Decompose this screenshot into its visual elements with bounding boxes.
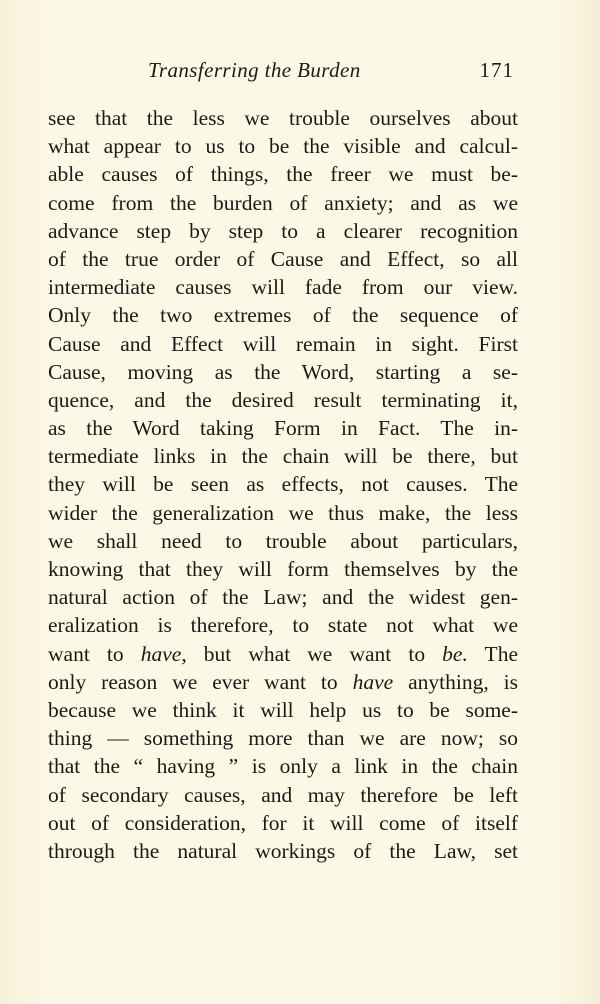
text-line: thing — something more than we are now; so	[48, 726, 518, 751]
running-title: Transferring the Burden	[148, 58, 361, 82]
text-line: natural action of the Law; and the widest gen-	[48, 585, 518, 610]
text-line: because we think it will help us to be some-	[48, 697, 518, 722]
text-line: Cause, moving as the Word, starting a se-	[48, 359, 518, 384]
italic-word-be: be.	[442, 641, 468, 666]
text-line: see that the less we trouble ourselves about	[48, 106, 518, 130]
text-line	[48, 668, 518, 696]
text-line: through the natural workings of the Law, set	[48, 838, 518, 863]
text-line: as the Word taking Form in Fact. The in-	[48, 416, 518, 441]
text-line: of the true order of Cause and Effect, so all	[48, 246, 518, 271]
italic-word-have: have,	[140, 641, 187, 666]
text-run: want to	[48, 641, 141, 666]
text-run: anything, is	[393, 669, 518, 694]
text-line: eralization is therefore, to state not what we	[48, 613, 518, 638]
text-line: out of consideration, for it will come of itself	[48, 810, 518, 835]
text-line: intermediate causes will fade from our view.	[48, 275, 518, 300]
text-run: only reason we ever want to	[48, 669, 353, 694]
text-line: knowing that they will form themselves by the	[48, 557, 518, 581]
text-line: able causes of things, the freer we must be-	[48, 162, 518, 187]
text-line: Cause and Effect will remain in sight. First	[48, 331, 518, 356]
text-line: we shall need to trouble about particulars,	[48, 528, 518, 553]
text-line: that the “ having ” is only a link in the chain	[48, 754, 518, 779]
text-line: termediate links in the chain will be there, but	[48, 444, 518, 469]
text-line: Only the two extremes of the sequence of	[48, 303, 518, 328]
text-line: wider the generalization we thus make, the less	[48, 500, 518, 525]
page-number: 171	[479, 58, 514, 82]
text-line	[48, 640, 518, 668]
text-line: come from the burden of anxiety; and as we	[48, 190, 518, 215]
text-line: they will be seen as effects, not causes. The	[48, 472, 518, 497]
running-head	[48, 58, 518, 88]
text-line: what appear to us to be the visible and calcul-	[48, 134, 518, 159]
text-run: The	[467, 641, 518, 666]
text-line: quence, and the desired result terminating it,	[48, 387, 518, 412]
text-line: of secondary causes, and may therefore be left	[48, 782, 518, 807]
italic-word-have: have	[352, 669, 394, 694]
body-text	[48, 104, 518, 865]
text-run: but what we want to	[186, 641, 443, 666]
text-line: advance step by step to a clearer recognition	[48, 218, 518, 243]
